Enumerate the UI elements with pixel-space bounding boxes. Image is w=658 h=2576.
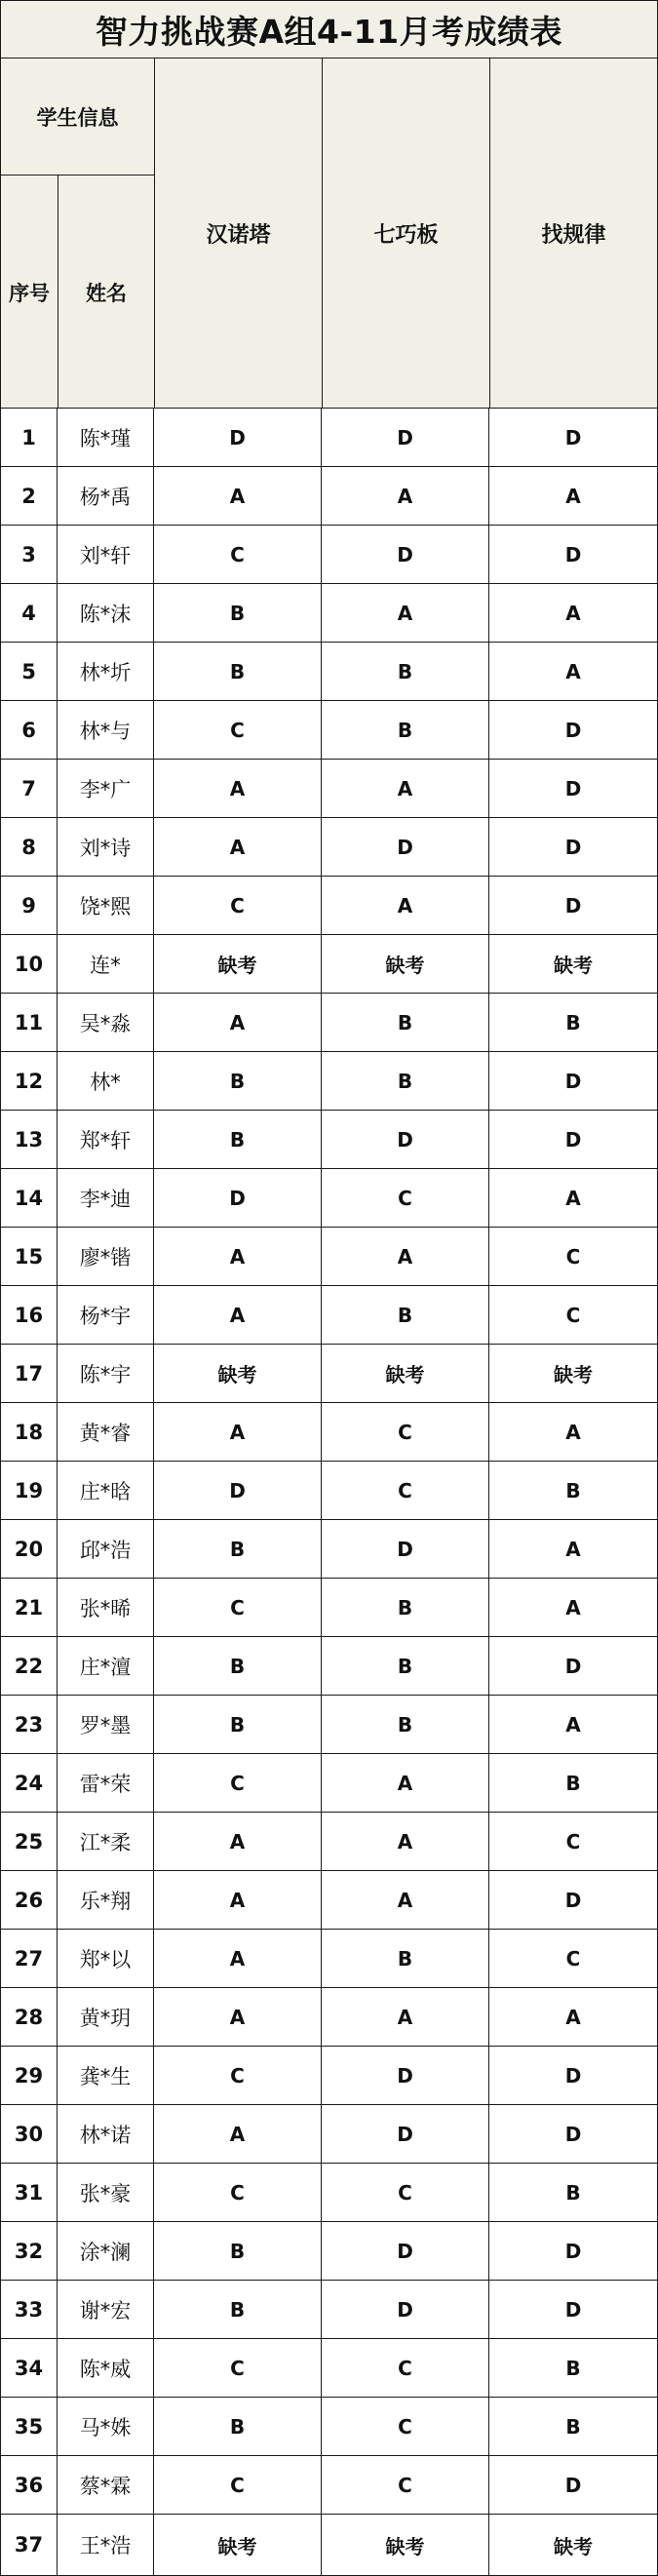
student-name: 林*诺 bbox=[58, 2105, 154, 2163]
score-cell: A bbox=[154, 467, 322, 525]
score-cell: D bbox=[322, 1111, 489, 1168]
table-row bbox=[1, 994, 657, 1052]
student-name: 饶*熙 bbox=[58, 877, 154, 934]
score-cell: D bbox=[564, 2473, 582, 2497]
row-index: 10 bbox=[1, 935, 58, 993]
score-cell: A bbox=[154, 1871, 322, 1929]
row-index: 32 bbox=[1, 2222, 58, 2280]
row-index: 29 bbox=[1, 2047, 58, 2104]
student-name: 罗*墨 bbox=[58, 1696, 154, 1753]
subject-header-pattern: 找规律 bbox=[490, 59, 657, 409]
score-cell: C bbox=[322, 1462, 489, 1519]
table-row bbox=[1, 1930, 657, 1988]
score-cell: C bbox=[565, 1829, 581, 1854]
score-cell: D bbox=[322, 2047, 489, 2104]
row-index: 26 bbox=[1, 1871, 58, 1929]
score-cell: D bbox=[564, 835, 582, 859]
score-cell: A bbox=[322, 1871, 489, 1929]
score-cell: B bbox=[322, 1579, 489, 1636]
student-name: 刘*诗 bbox=[58, 818, 154, 876]
score-cell: C bbox=[322, 1169, 489, 1227]
row-index: 1 bbox=[1, 409, 58, 466]
subject-header-hanoi: 汉诺塔 bbox=[155, 59, 322, 409]
score-cell: D bbox=[564, 776, 582, 800]
score-cell: B bbox=[565, 2414, 581, 2439]
score-cell: C bbox=[565, 1303, 581, 1327]
score-cell: C bbox=[322, 2339, 489, 2397]
row-index: 18 bbox=[1, 1403, 58, 1461]
table-row bbox=[1, 2105, 657, 2164]
score-cell: B bbox=[322, 643, 489, 700]
score-cell: A bbox=[565, 1420, 581, 1444]
score-cell: C bbox=[154, 526, 322, 583]
score-cell: B bbox=[154, 1111, 322, 1168]
score-cell: D bbox=[322, 526, 489, 583]
score-cell: 缺考 bbox=[554, 1363, 593, 1386]
student-name: 廖*锴 bbox=[58, 1228, 154, 1285]
score-cell: D bbox=[322, 818, 489, 876]
row-index: 19 bbox=[1, 1462, 58, 1519]
score-cell: D bbox=[154, 1462, 322, 1519]
student-name: 陈*宇 bbox=[58, 1345, 154, 1402]
score-cell: A bbox=[154, 1228, 322, 1285]
student-name: 王*浩 bbox=[58, 2515, 154, 2575]
table-row bbox=[1, 584, 657, 643]
score-cell: A bbox=[322, 584, 489, 642]
score-cell: B bbox=[322, 1696, 489, 1753]
student-name: 张*豪 bbox=[58, 2164, 154, 2221]
student-name: 龚*生 bbox=[58, 2047, 154, 2104]
table-row bbox=[1, 1052, 657, 1111]
score-cell: A bbox=[154, 1403, 322, 1461]
score-cell: D bbox=[322, 409, 489, 466]
student-info-header: 学生信息 bbox=[1, 59, 154, 175]
score-cell: D bbox=[564, 2239, 582, 2263]
row-index: 8 bbox=[1, 818, 58, 876]
table-row bbox=[1, 1871, 657, 1930]
score-cell: D bbox=[564, 1654, 582, 1678]
table-row bbox=[1, 1696, 657, 1754]
score-cell: D bbox=[564, 1888, 582, 1912]
sheet-title: 智力挑战赛A组4-11月考成绩表 bbox=[1, 1, 657, 59]
score-cell: D bbox=[322, 1520, 489, 1578]
score-cell: A bbox=[154, 2105, 322, 2163]
score-cell: 缺考 bbox=[554, 2534, 593, 2558]
score-cell: B bbox=[565, 1771, 581, 1795]
score-rows bbox=[1, 409, 657, 2575]
table-row bbox=[1, 2398, 657, 2456]
table-row bbox=[1, 1169, 657, 1228]
score-cell: D bbox=[564, 2122, 582, 2146]
student-name: 李*迪 bbox=[58, 1169, 154, 1227]
score-cell: A bbox=[322, 467, 489, 525]
score-cell: A bbox=[322, 1988, 489, 2046]
score-cell: B bbox=[565, 2356, 581, 2380]
score-cell: C bbox=[154, 1754, 322, 1812]
row-index: 17 bbox=[1, 1345, 58, 1402]
table-row bbox=[1, 2515, 657, 2575]
row-index: 2 bbox=[1, 467, 58, 525]
row-index: 4 bbox=[1, 584, 58, 642]
table-row bbox=[1, 1520, 657, 1579]
score-cell: D bbox=[322, 2281, 489, 2338]
score-cell: A bbox=[322, 1228, 489, 1285]
score-cell: B bbox=[322, 1286, 489, 1344]
row-index: 6 bbox=[1, 701, 58, 759]
score-cell: B bbox=[322, 994, 489, 1051]
score-cell: 缺考 bbox=[154, 2515, 322, 2575]
table-row bbox=[1, 2339, 657, 2398]
score-cell: 缺考 bbox=[322, 935, 489, 993]
score-cell: D bbox=[154, 409, 322, 466]
row-index: 30 bbox=[1, 2105, 58, 2163]
row-index: 25 bbox=[1, 1813, 58, 1870]
table-row bbox=[1, 877, 657, 935]
row-index: 3 bbox=[1, 526, 58, 583]
score-cell: C bbox=[154, 2339, 322, 2397]
index-header: 序号 bbox=[1, 176, 58, 409]
score-cell: D bbox=[564, 2063, 582, 2088]
row-index: 9 bbox=[1, 877, 58, 934]
score-cell: C bbox=[565, 1244, 581, 1268]
score-cell: B bbox=[322, 1052, 489, 1110]
student-name: 杨*禹 bbox=[58, 467, 154, 525]
score-cell: C bbox=[154, 877, 322, 934]
score-cell: A bbox=[322, 1754, 489, 1812]
table-row bbox=[1, 643, 657, 701]
score-cell: B bbox=[565, 1010, 581, 1034]
score-cell: C bbox=[154, 2164, 322, 2221]
score-cell: B bbox=[154, 1052, 322, 1110]
score-cell: D bbox=[322, 2105, 489, 2163]
score-cell: 缺考 bbox=[322, 2515, 489, 2575]
score-cell: A bbox=[154, 1988, 322, 2046]
row-index: 16 bbox=[1, 1286, 58, 1344]
score-cell: A bbox=[322, 877, 489, 934]
table-row bbox=[1, 2456, 657, 2515]
table-row bbox=[1, 1988, 657, 2047]
student-name: 张*晞 bbox=[58, 1579, 154, 1636]
row-index: 28 bbox=[1, 1988, 58, 2046]
row-index: 37 bbox=[1, 2515, 58, 2575]
table-row bbox=[1, 818, 657, 877]
student-name: 杨*宇 bbox=[58, 1286, 154, 1344]
score-cell: A bbox=[565, 601, 581, 625]
student-name: 陈*瑾 bbox=[58, 409, 154, 466]
student-name: 邱*浩 bbox=[58, 1520, 154, 1578]
header-divider bbox=[154, 59, 155, 409]
score-cell: A bbox=[154, 994, 322, 1051]
score-cell: D bbox=[322, 2222, 489, 2280]
row-index: 21 bbox=[1, 1579, 58, 1636]
row-index: 20 bbox=[1, 1520, 58, 1578]
table-row bbox=[1, 701, 657, 760]
student-name: 郑*以 bbox=[58, 1930, 154, 1987]
row-index: 33 bbox=[1, 2281, 58, 2338]
subject-header-tangram: 七巧板 bbox=[323, 59, 489, 409]
row-index: 14 bbox=[1, 1169, 58, 1227]
header-divider bbox=[1, 175, 154, 176]
student-name: 陈*沫 bbox=[58, 584, 154, 642]
score-cell: A bbox=[154, 818, 322, 876]
row-index: 27 bbox=[1, 1930, 58, 1987]
score-cell: D bbox=[564, 542, 582, 566]
row-index: 11 bbox=[1, 994, 58, 1051]
name-header: 姓名 bbox=[58, 176, 154, 409]
row-index: 13 bbox=[1, 1111, 58, 1168]
student-name: 谢*宏 bbox=[58, 2281, 154, 2338]
student-name: 黄*玥 bbox=[58, 1988, 154, 2046]
table-row bbox=[1, 1111, 657, 1169]
row-index: 36 bbox=[1, 2456, 58, 2514]
score-cell: B bbox=[154, 1520, 322, 1578]
score-cell: A bbox=[565, 1186, 581, 1210]
student-name: 刘*轩 bbox=[58, 526, 154, 583]
table-row bbox=[1, 1462, 657, 1520]
score-cell: B bbox=[154, 2281, 322, 2338]
table-row bbox=[1, 467, 657, 526]
student-name: 林* bbox=[58, 1052, 154, 1110]
student-name: 黄*睿 bbox=[58, 1403, 154, 1461]
score-cell: B bbox=[565, 1478, 581, 1503]
student-name: 庄*晗 bbox=[58, 1462, 154, 1519]
table-row bbox=[1, 1286, 657, 1345]
student-name: 李*广 bbox=[58, 760, 154, 817]
student-name: 陈*威 bbox=[58, 2339, 154, 2397]
score-cell: A bbox=[565, 1712, 581, 1737]
row-index: 22 bbox=[1, 1637, 58, 1695]
table-row bbox=[1, 1813, 657, 1871]
table-row bbox=[1, 2222, 657, 2281]
table-row bbox=[1, 526, 657, 584]
student-name: 连* bbox=[58, 935, 154, 993]
student-name: 蔡*霖 bbox=[58, 2456, 154, 2514]
score-cell: D bbox=[154, 1169, 322, 1227]
score-cell: 缺考 bbox=[154, 1345, 322, 1402]
score-cell: A bbox=[565, 1595, 581, 1620]
score-cell: C bbox=[322, 2398, 489, 2455]
score-cell: B bbox=[154, 584, 322, 642]
score-cell: B bbox=[154, 2398, 322, 2455]
student-name: 郑*轩 bbox=[58, 1111, 154, 1168]
score-cell: 缺考 bbox=[322, 1345, 489, 1402]
score-cell: A bbox=[565, 484, 581, 508]
score-cell: D bbox=[564, 1127, 582, 1151]
score-cell: A bbox=[154, 760, 322, 817]
score-cell: A bbox=[154, 1813, 322, 1870]
table-row bbox=[1, 1345, 657, 1403]
score-cell: C bbox=[322, 2456, 489, 2514]
row-index: 34 bbox=[1, 2339, 58, 2397]
row-index: 7 bbox=[1, 760, 58, 817]
row-index: 31 bbox=[1, 2164, 58, 2221]
score-cell: D bbox=[564, 893, 582, 917]
score-cell: B bbox=[154, 1696, 322, 1753]
score-cell: B bbox=[154, 1637, 322, 1695]
score-cell: B bbox=[322, 1637, 489, 1695]
score-cell: 缺考 bbox=[554, 954, 593, 977]
score-cell: C bbox=[565, 1946, 581, 1971]
score-cell: A bbox=[322, 760, 489, 817]
row-index: 12 bbox=[1, 1052, 58, 1110]
table-row bbox=[1, 1754, 657, 1813]
score-cell: C bbox=[154, 2047, 322, 2104]
score-cell: A bbox=[565, 1537, 581, 1561]
score-cell: A bbox=[322, 1813, 489, 1870]
score-cell: A bbox=[565, 2005, 581, 2029]
table-row bbox=[1, 409, 657, 467]
score-cell: B bbox=[322, 701, 489, 759]
table-row bbox=[1, 2164, 657, 2222]
row-index: 15 bbox=[1, 1228, 58, 1285]
student-name: 吴*淼 bbox=[58, 994, 154, 1051]
student-name: 庄*澶 bbox=[58, 1637, 154, 1695]
score-cell: C bbox=[322, 1403, 489, 1461]
row-index: 24 bbox=[1, 1754, 58, 1812]
table-row bbox=[1, 935, 657, 994]
student-name: 涂*澜 bbox=[58, 2222, 154, 2280]
student-name: 马*姝 bbox=[58, 2398, 154, 2455]
score-cell: D bbox=[564, 718, 582, 742]
student-name: 林*与 bbox=[58, 701, 154, 759]
student-name: 雷*荣 bbox=[58, 1754, 154, 1812]
student-name: 林*圻 bbox=[58, 643, 154, 700]
table-row bbox=[1, 2047, 657, 2105]
score-cell: D bbox=[564, 425, 582, 449]
table-row bbox=[1, 2281, 657, 2339]
score-cell: B bbox=[154, 643, 322, 700]
score-cell: 缺考 bbox=[154, 935, 322, 993]
score-cell: B bbox=[154, 2222, 322, 2280]
score-cell: B bbox=[565, 2180, 581, 2205]
header-divider bbox=[489, 59, 490, 409]
table-row bbox=[1, 1403, 657, 1462]
table-row bbox=[1, 1228, 657, 1286]
table-row bbox=[1, 760, 657, 818]
table-row bbox=[1, 1637, 657, 1696]
score-cell: B bbox=[322, 1930, 489, 1987]
student-name: 江*柔 bbox=[58, 1813, 154, 1870]
header-divider bbox=[322, 59, 323, 409]
score-cell: A bbox=[565, 659, 581, 683]
score-cell: C bbox=[154, 2456, 322, 2514]
row-index: 5 bbox=[1, 643, 58, 700]
score-cell: C bbox=[154, 701, 322, 759]
score-cell: A bbox=[154, 1930, 322, 1987]
score-cell: C bbox=[322, 2164, 489, 2221]
table-row bbox=[1, 1579, 657, 1637]
row-index: 23 bbox=[1, 1696, 58, 1753]
student-name: 乐*翔 bbox=[58, 1871, 154, 1929]
score-cell: D bbox=[564, 1069, 582, 1093]
row-index: 35 bbox=[1, 2398, 58, 2455]
score-cell: C bbox=[154, 1579, 322, 1636]
score-cell: A bbox=[154, 1286, 322, 1344]
score-cell: D bbox=[564, 2297, 582, 2322]
